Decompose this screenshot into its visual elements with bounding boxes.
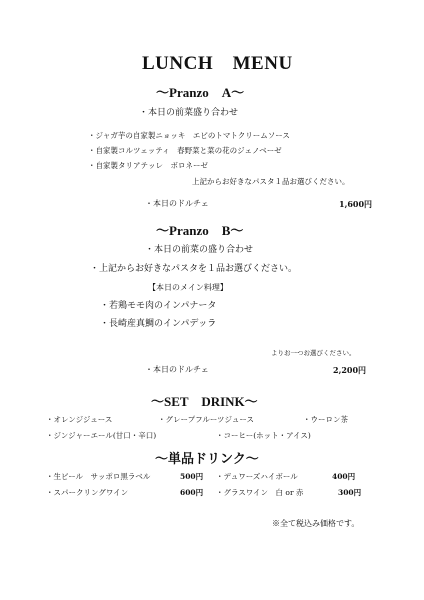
tax-note: ※全て税込み価格です。 bbox=[272, 519, 360, 528]
single-drink-price: 600円 bbox=[180, 488, 204, 497]
pranzo-b-main-option: ・長崎産真鯛のインパデッラ bbox=[100, 319, 217, 329]
set-drink-item: ・グレープフルーツジュース bbox=[158, 415, 254, 424]
single-drink-price: 500円 bbox=[180, 472, 204, 481]
set-drink-item: ・ジンジャーエール(甘口・辛口) bbox=[46, 431, 157, 440]
pranzo-b-antipasto: ・本日の前菜の盛り合わせ bbox=[145, 245, 254, 255]
pranzo-a-pasta-option: ・自家製タリアテッレ ボロネーゼ bbox=[88, 161, 208, 170]
pranzo-a-header: ～Pranzo A～ bbox=[156, 85, 245, 100]
pranzo-b-dolce: ・本日のドルチェ bbox=[145, 365, 209, 374]
single-drink-name: ・グラスワイン 白 or 赤 bbox=[216, 488, 304, 497]
pranzo-a-antipasto: ・本日の前菜盛り合わせ bbox=[139, 108, 239, 118]
pranzo-b-header: ～Pranzo B～ bbox=[156, 223, 244, 238]
pranzo-b-main-header: 【本日のメイン料理】 bbox=[148, 283, 228, 292]
menu-title: LUNCH MENU bbox=[142, 53, 293, 74]
set-drink-item: ・オレンジジュース bbox=[46, 415, 113, 424]
pranzo-a-pasta-option: ・自家製コルツェッティ 春野菜と菜の花のジェノベーゼ bbox=[88, 146, 282, 155]
pranzo-b-main-option: ・若鶏モモ肉のインパナータ bbox=[100, 301, 217, 311]
pranzo-b-main-note: よりお一つお選びください。 bbox=[271, 349, 356, 357]
pranzo-b-pasta: ・上記からお好きなパスタを１品お選びください。 bbox=[90, 264, 298, 274]
single-drink-name: ・生ビール サッポロ黒ラベル bbox=[46, 472, 151, 481]
single-drink-name: ・スパークリングワイン bbox=[46, 488, 129, 497]
single-drink-header: ～単品ドリンク～ bbox=[155, 451, 259, 466]
single-drink-price: 400円 bbox=[332, 472, 356, 481]
set-drink-item: ・ウーロン茶 bbox=[303, 415, 348, 424]
pranzo-b-price: 2,200円 bbox=[333, 365, 367, 375]
set-drink-header: ～SET DRINK～ bbox=[151, 394, 258, 409]
pranzo-a-dolce: ・本日のドルチェ bbox=[145, 199, 209, 208]
single-drink-name: ・デュワーズハイボール bbox=[216, 472, 298, 481]
set-drink-item: ・コーヒー(ホット・アイス) bbox=[216, 431, 311, 440]
pranzo-a-price: 1,600円 bbox=[339, 199, 373, 209]
single-drink-price: 300円 bbox=[338, 488, 362, 497]
pranzo-a-pasta-note: 上記からお好きなパスタ１品お選びください。 bbox=[192, 177, 350, 186]
pranzo-a-pasta-option: ・ジャガ芋の自家製ニョッキ エビのトマトクリームソース bbox=[88, 131, 290, 140]
